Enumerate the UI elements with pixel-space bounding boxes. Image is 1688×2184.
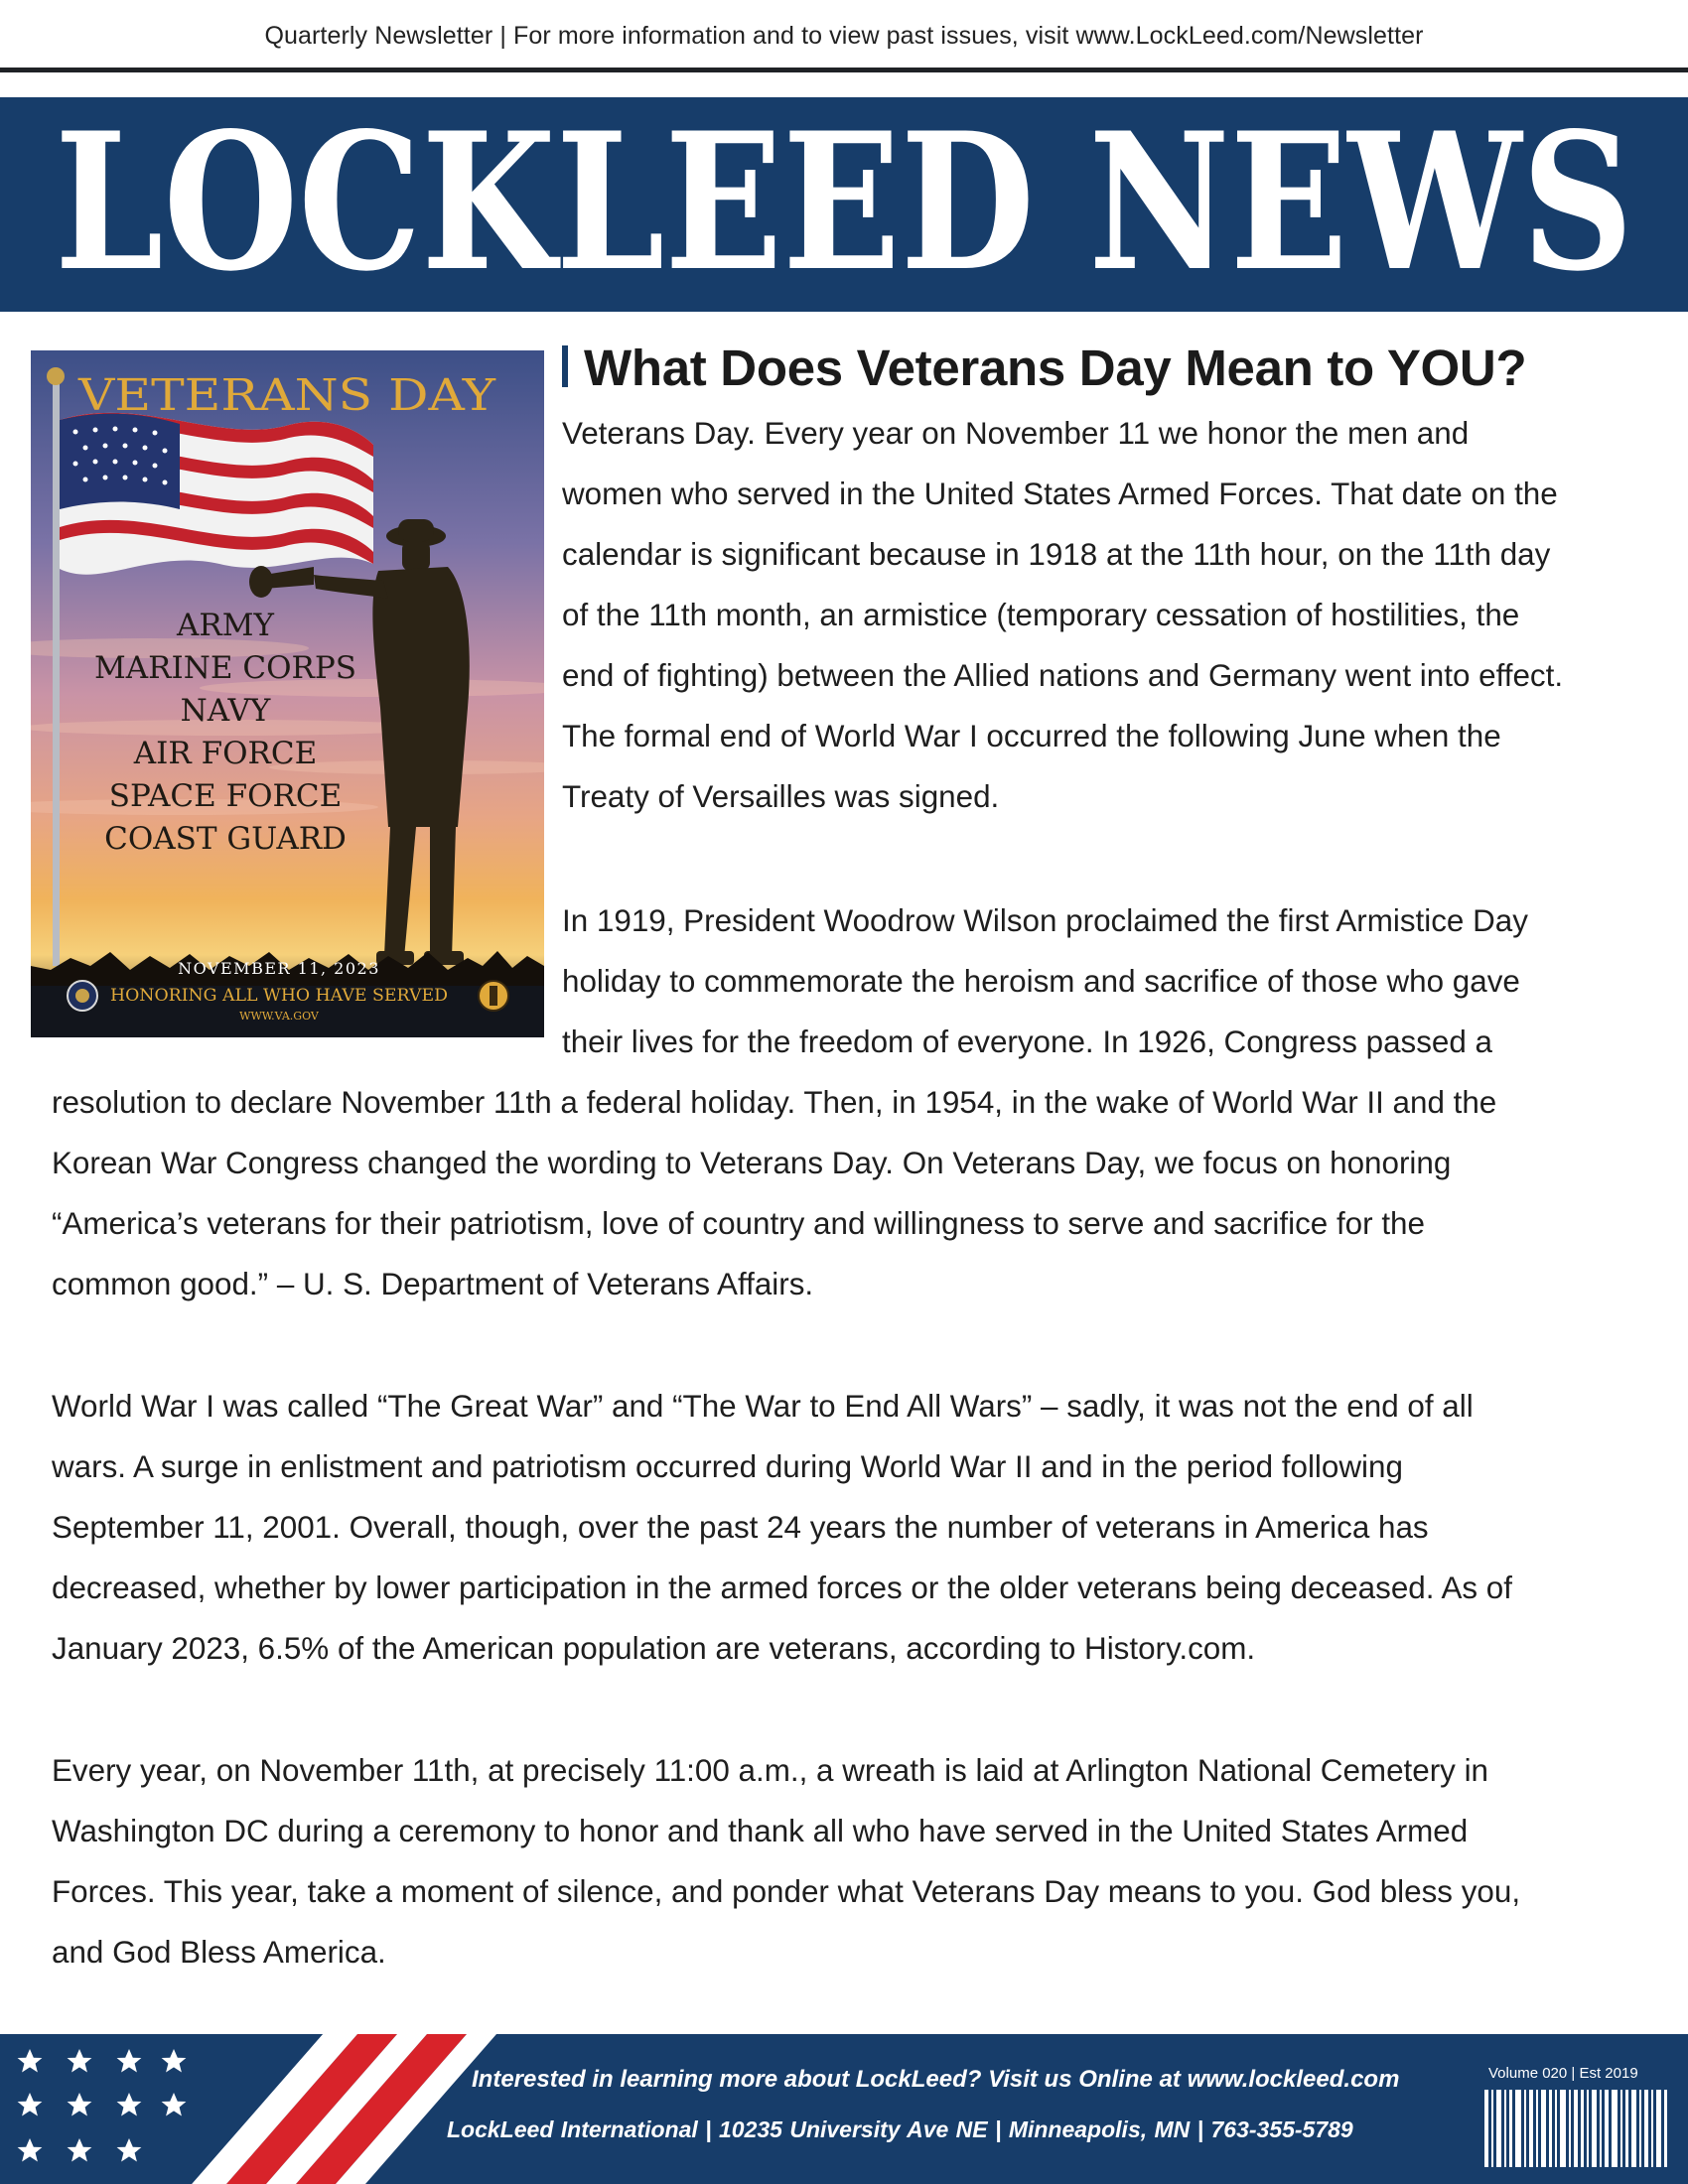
text-line: and God Bless America. — [52, 1935, 386, 1970]
footer-website-promo: Interested in learning more about LockLeed? Visit us Online at www.lockleed.com — [472, 2066, 1400, 2093]
text-line: of the 11th month, an armistice (temporary cessation of hostilities, the — [562, 598, 1520, 632]
text-line: Washington DC during a ceremony to honor and thank all who have served in the United States Armed — [52, 1814, 1469, 1848]
text-line: Forces. This year, take a moment of silence, and ponder what Veterans Day means to you. God bless you, — [52, 1874, 1521, 1909]
veterans-seal-icon — [479, 981, 508, 1011]
text-line: January 2023, 6.5% of the American population are veterans, according to History.com. — [52, 1631, 1256, 1666]
article-paragraph-2-wide — [52, 1072, 1496, 1314]
poster-branch: ARMY — [177, 608, 274, 643]
text-line: Treaty of Versailles was signed. — [562, 779, 1000, 814]
header-divider — [0, 68, 1688, 72]
footer-contact-info: LockLeed International | 10235 University Ave NE | Minneapolis, MN | 763-355-5789 — [447, 2116, 1353, 2142]
text-line: decreased, whether by lower participation in the armed forces or the older veterans being deceased. As of — [52, 1570, 1512, 1605]
american-flag-icon — [60, 413, 373, 575]
footer-banner — [0, 2034, 1688, 2184]
text-line: their lives for the freedom of everyone. In 1926, Congress passed a — [562, 1024, 1493, 1059]
text-line: women who served in the United States Armed Forces. That date on the — [562, 477, 1558, 511]
poster-url: WWW.VA.GOV — [239, 1010, 319, 1023]
poster-branch: NAVY — [180, 693, 271, 729]
masthead-title — [55, 99, 1633, 308]
text-line: September 11, 2001. Overall, though, over the past 24 years the number of veterans in America has — [52, 1510, 1429, 1545]
article-paragraph-2-narrow — [562, 890, 1528, 1072]
headline-accent-bar — [562, 345, 568, 387]
barcode-icon — [1484, 2090, 1668, 2167]
poster-branch: COAST GUARD — [104, 821, 347, 857]
text-line: Korean War Congress changed the wording to Veterans Day. On Veterans Day, we focus on honoring — [52, 1146, 1452, 1180]
text-line: In 1919, President Woodrow Wilson proclaimed the first Armistice Day — [562, 903, 1528, 938]
text-line: holiday to commemorate the heroism and sacrifice of those who gave — [562, 964, 1520, 999]
poster-tagline: HONORING ALL WHO HAVE SERVED — [110, 986, 448, 1006]
article-paragraph-1 — [562, 403, 1563, 827]
masthead-title-text: LOCKLEED NEWS — [55, 99, 1633, 308]
text-line: Every year, on November 11th, at precisely 11:00 a.m., a wreath is laid at Arlington National Cemetery in — [52, 1753, 1489, 1788]
article-headline-text: What Does Veterans Day Mean to YOU? — [584, 340, 1527, 396]
article-headline — [562, 339, 1526, 398]
text-line: “America’s veterans for their patriotism, love of country and willingness to serve and sacrifice for the — [52, 1206, 1425, 1241]
masthead-banner — [0, 97, 1688, 312]
text-line: common good.” – U. S. Department of Veterans Affairs. — [52, 1267, 814, 1301]
poster-branch: SPACE FORCE — [108, 778, 343, 814]
text-line: Veterans Day. Every year on November 11 we honor the men and — [562, 416, 1470, 451]
text-line: World War I was called “The Great War” and “The War to End All Wars” – sadly, it was not the end of all — [52, 1389, 1474, 1424]
flagpole — [53, 380, 60, 966]
text-line: wars. A surge in enlistment and patriotism occurred during World War II and in the period following — [52, 1449, 1403, 1484]
poster-date: NOVEMBER 11, 2023 — [178, 959, 380, 978]
text-line: The formal end of World War I occurred the following June when the — [562, 719, 1501, 753]
va-seal-icon — [68, 981, 97, 1011]
poster-branch: AIR FORCE — [133, 736, 318, 771]
volume-label: Volume 020 | Est 2019 — [1488, 2065, 1638, 2082]
text-line: calendar is significant because in 1918 at the 11th hour, on the 11th day — [562, 537, 1551, 572]
flagpole-finial — [47, 367, 65, 385]
article-paragraph-4 — [52, 1740, 1520, 1982]
text-line: end of fighting) between the Allied nations and Germany went into effect. — [562, 658, 1564, 693]
article-paragraph-3 — [52, 1376, 1512, 1679]
text-line: resolution to declare November 11th a federal holiday. Then, in 1954, in the wake of World War II and the — [52, 1085, 1497, 1120]
poster-title: VETERANS DAY — [76, 370, 497, 421]
flag-stripes-decoration — [0, 2034, 496, 2184]
newsletter-info-line: Quarterly Newsletter | For more information and to view past issues, visit www.LockLeed.com/Newsletter — [264, 22, 1424, 50]
poster-branch: MARINE CORPS — [94, 650, 356, 686]
veterans-day-poster — [31, 350, 544, 1037]
